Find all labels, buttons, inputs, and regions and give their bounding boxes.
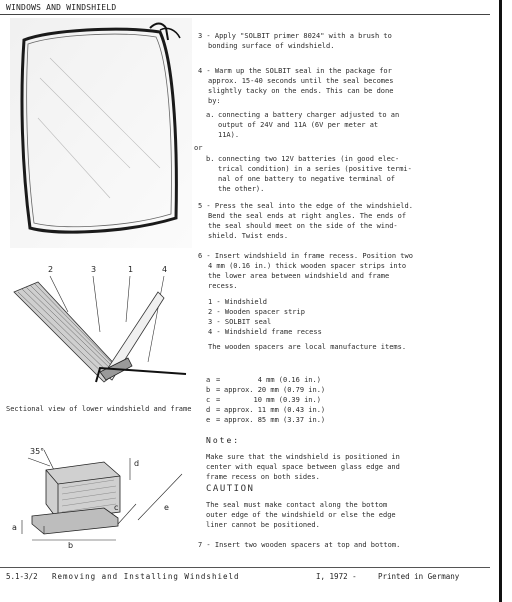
footer-title: Removing and Installing Windshield	[52, 572, 240, 581]
step5-line2: Bend the seal ends at right angles. The ends of	[208, 212, 407, 220]
fig1-label-2: 2	[48, 265, 54, 274]
fig2-label-c: c	[114, 503, 119, 512]
dim-val-d: approx. 11 mm (0.43 in.)	[224, 406, 326, 414]
dim-key-e: e	[206, 416, 211, 424]
footer-section: 5.1-3/2	[6, 572, 38, 581]
dim-eq-d: =	[216, 406, 221, 414]
step4b-line3: nal of one battery to negative terminal of	[218, 175, 396, 183]
fig1-label-1: 1	[128, 265, 134, 274]
step4-line4: by:	[208, 97, 221, 105]
step6-line4: recess.	[208, 282, 238, 290]
step4-line1: 4 - Warm up the SOLBIT seal in the package for	[198, 67, 392, 75]
step4a-label: a.	[206, 111, 215, 119]
step4a-line1: connecting a battery charger adjusted to an	[218, 111, 400, 119]
dim-eq-b: =	[216, 386, 221, 394]
or-text: or	[194, 144, 203, 152]
legend-item-2: 2 - Wooden spacer strip	[208, 308, 305, 316]
fig1-label-4: 4	[162, 265, 168, 274]
figure1-caption: Sectional view of lower windshield and frame	[6, 405, 192, 413]
caution-line1: The seal must make contact along the bottom	[206, 501, 388, 509]
page-edge-rule	[499, 0, 502, 602]
fig2-label-b: b	[68, 541, 74, 550]
legend-item-4: 4 - Windshield frame recess	[208, 328, 322, 336]
dim-val-e: approx. 85 mm (3.37 in.)	[224, 416, 326, 424]
fig2-angle-label: 35°	[30, 447, 45, 456]
step4a-line2: output of 24V and 11A (6V per meter at	[218, 121, 379, 129]
note-line1: Make sure that the windshield is positioned in	[206, 453, 400, 461]
sectional-view-figure	[8, 262, 188, 392]
step7: 7 - Insert two wooden spacers at top and bottom.	[198, 541, 401, 549]
spacers-note: The wooden spacers are local manufacture items.	[208, 343, 407, 351]
caution-heading: CAUTION	[206, 484, 255, 494]
caution-line3: liner cannot be positioned.	[206, 521, 320, 529]
step4b-line2: trical condition) in a series (positive termi-	[218, 165, 412, 173]
windshield-photo	[10, 18, 192, 248]
footer-rule	[0, 567, 490, 568]
step4b-label: b.	[206, 155, 215, 163]
step6-line3: the lower area between windshield and frame	[208, 272, 390, 280]
step5-line1: 5 - Press the seal into the edge of the windshield.	[198, 202, 413, 210]
fig1-label-3: 3	[91, 265, 97, 274]
step4a-line3: 11A).	[218, 131, 240, 139]
note-heading: Note:	[206, 436, 241, 445]
step3-line1: 3 - Apply "SOLBIT primer 8024" with a brush to	[198, 32, 392, 40]
dim-key-a: a	[206, 376, 211, 384]
header-rule	[0, 14, 490, 15]
step4-line2: approx. 15-40 seconds until the seal becomes	[208, 77, 394, 85]
dim-key-b: b	[206, 386, 211, 394]
dim-eq-c: =	[216, 396, 221, 404]
page-header: WINDOWS AND WINDSHIELD	[6, 3, 117, 12]
dim-val-b: approx. 20 mm (0.79 in.)	[224, 386, 326, 394]
footer-printed: Printed in Germany	[378, 572, 460, 581]
dim-eq-e: =	[216, 416, 221, 424]
figure1-labels	[48, 265, 167, 274]
fig2-label-a: a	[12, 523, 17, 532]
dim-val-c: 10 mm (0.39 in.)	[224, 396, 321, 404]
spacer-block-figure	[4, 440, 190, 566]
step6-line2: 4 mm (0.16 in.) thick wooden spacer strips into	[208, 262, 407, 270]
dim-key-c: c	[206, 396, 211, 404]
step4b-line4: the other).	[218, 185, 265, 193]
note-line3: frame recess on both sides.	[206, 473, 320, 481]
legend-item-3: 3 - SOLBIT seal	[208, 318, 272, 326]
dim-eq-a: =	[216, 376, 221, 384]
step4-line3: slightly tacky on the ends. This can be done	[208, 87, 394, 95]
fig2-label-e: e	[164, 503, 169, 512]
step3-line2: bonding surface of windshield.	[208, 42, 335, 50]
dim-key-d: d	[206, 406, 211, 414]
step4b-line1: connecting two 12V batteries (in good elec-	[218, 155, 400, 163]
fig2-label-d: d	[134, 459, 140, 468]
step5-line4: shield. Twist ends.	[208, 232, 289, 240]
dim-val-a: 4 mm (0.16 in.)	[224, 376, 321, 384]
note-line2: center with equal space between glass edge and	[206, 463, 400, 471]
legend-item-1: 1 - Windshield	[208, 298, 268, 306]
footer-date: I, 1972 -	[316, 572, 357, 581]
step6-line1: 6 - Insert windshield in frame recess. Position two	[198, 252, 413, 260]
step5-line3: the seal should meet on the side of the wind-	[208, 222, 398, 230]
caution-line2: outer edge of the windshield or else the edge	[206, 511, 396, 519]
